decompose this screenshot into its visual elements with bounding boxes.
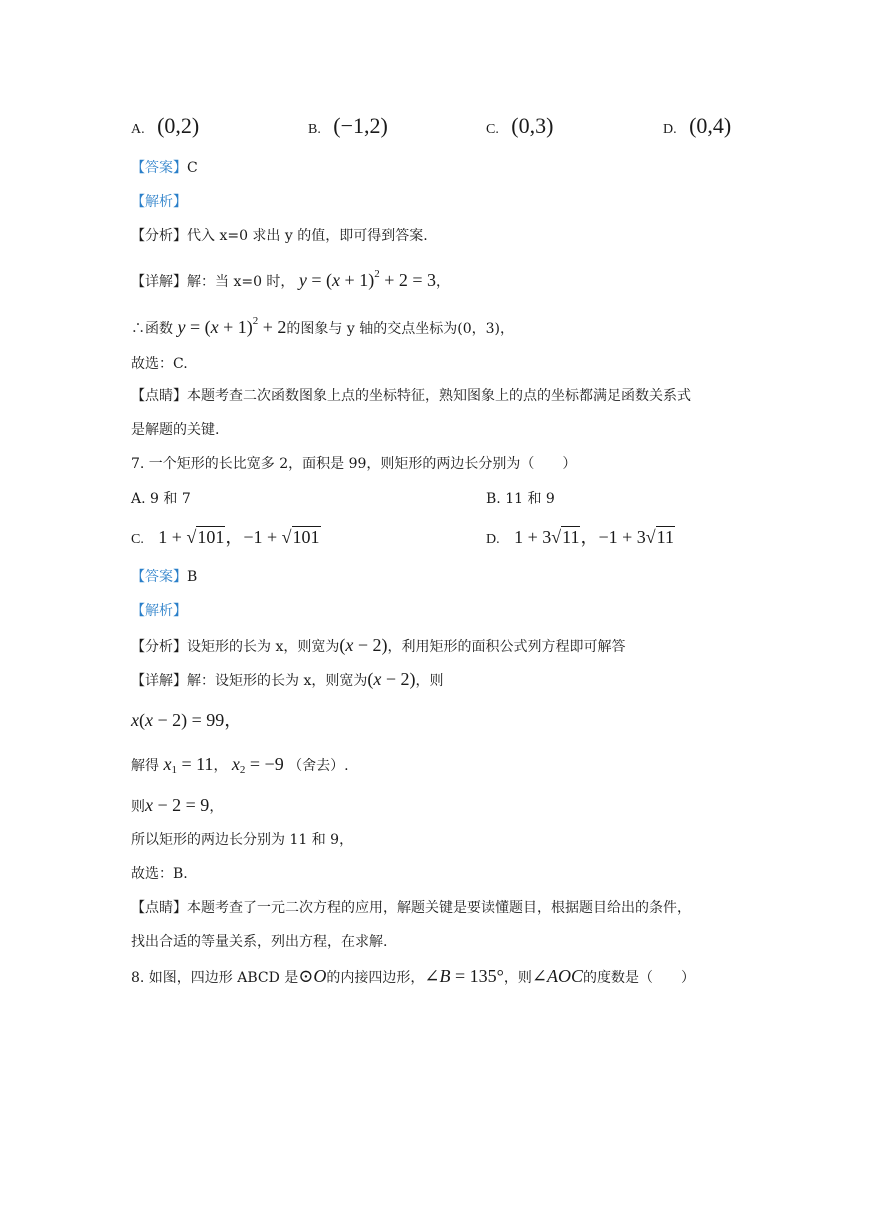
option-d: [663, 113, 731, 139]
formula: $x_1 = 11$: [163, 754, 214, 776]
q6-therefore: [131, 311, 514, 339]
punct: ，: [213, 758, 228, 774]
solve-text: 解得: [131, 758, 159, 774]
dianjing-tag: 【点睛】: [131, 388, 187, 404]
option-value: (−1,2): [333, 113, 388, 138]
solve-text: （舍去）.: [288, 758, 349, 774]
answer-value: C: [187, 160, 198, 176]
q8-stem: [131, 966, 695, 988]
jiexi-tag: 【解析】: [131, 194, 187, 210]
option-letter: D.: [486, 532, 500, 547]
option-letter: C.: [131, 532, 144, 547]
fenxi-text: 设矩形的长为 x，则宽为: [187, 639, 340, 655]
xiangjie-text: ，则: [415, 673, 444, 689]
q6-answer: [131, 158, 198, 178]
xiangjie-tag: 【详解】: [131, 673, 187, 689]
q6-choose: [131, 354, 188, 374]
option-letter: A.: [131, 122, 145, 137]
q7-fenxi: [131, 635, 626, 657]
question-stem: 的内接四边形，: [326, 970, 425, 986]
option-a: [131, 113, 199, 139]
formula: (x − 2): [339, 635, 388, 655]
q6-fenxi: [131, 226, 428, 246]
option-c: [486, 113, 553, 139]
option-value: (0,2): [157, 113, 200, 138]
q6-jiexi: [131, 192, 187, 212]
q7-equation: [131, 710, 242, 732]
choose-text: 故选：B.: [131, 866, 188, 882]
formula: ∠B = 135°: [424, 966, 504, 986]
then-text: 则: [131, 799, 145, 815]
question-stem: 8. 如图，四边形 ABCD 是: [131, 970, 299, 986]
dianjing-tag: 【点睛】: [131, 900, 187, 916]
xiangjie-text: 解：当 x=0 时，: [187, 274, 295, 290]
answer-tag: 【答案】: [131, 160, 187, 176]
q7-dianjing-2: [131, 932, 387, 952]
option-value: (0,3): [511, 113, 554, 138]
dianjing-text: 本题考查二次函数图象上点的坐标特征，熟知图象上的点的坐标都满足函数关系式: [187, 388, 691, 404]
formula: $y = (x + 1)^2 + 2$: [177, 315, 287, 337]
xiangjie-tag: 【详解】: [131, 274, 187, 290]
punct: ，: [209, 799, 224, 815]
formula: (x − 2): [367, 669, 416, 689]
q7-option-b: [486, 489, 555, 509]
option-letter: D.: [663, 122, 677, 137]
formula: x − 2 = 9: [145, 795, 210, 815]
option-text: B. 11 和 9: [486, 491, 555, 507]
q7-solve: [131, 754, 349, 780]
fenxi-text: 代入 x=0 求出 y 的值，即可得到答案.: [187, 228, 428, 244]
fenxi-tag: 【分析】: [131, 228, 187, 244]
q7-result: [131, 830, 353, 850]
formula: ⊙O: [298, 966, 327, 986]
q6-xiangjie: [131, 264, 450, 292]
formula: 1 + √101，−1 + √101: [158, 527, 320, 547]
q7-answer: [131, 567, 197, 587]
choose-text: 故选：C.: [131, 356, 188, 372]
option-text: A. 9 和 7: [131, 491, 191, 507]
q7-choose: [131, 864, 188, 884]
question-stem: ，则: [503, 970, 532, 986]
q7-then: [131, 795, 223, 817]
jiexi-tag: 【解析】: [131, 603, 187, 619]
q7-stem: [131, 454, 576, 474]
q7-xiangjie: [131, 669, 444, 691]
q6-dianjing: [131, 386, 691, 406]
formula: ∠AOC: [531, 966, 583, 986]
question-stem: 的度数是（ ）: [582, 970, 695, 986]
dianjing-text: 是解题的关键.: [131, 422, 220, 438]
dianjing-text: 本题考查了一元二次方程的应用，解题关键是要读懂题目，根据题目给出的条件，: [187, 900, 691, 916]
formula: $x_2 = -9$: [231, 754, 284, 776]
formula: x(x − 2) = 99，: [131, 710, 243, 730]
therefore-suffix: 的图象与 y 轴的交点坐标为(0，3)，: [286, 321, 514, 337]
option-value: (0,4): [689, 113, 732, 138]
q7-option-d: [486, 527, 675, 550]
q7-jiexi: [131, 601, 187, 621]
therefore-text: ∴函数: [131, 321, 173, 337]
fenxi-tag: 【分析】: [131, 639, 187, 655]
option-letter: C.: [486, 122, 499, 137]
fenxi-text: ，利用矩形的面积公式列方程即可解答: [387, 639, 626, 655]
formula: 1 + 3√11，−1 + 3√11: [514, 527, 674, 547]
answer-value: B: [187, 569, 198, 585]
q6-dianjing-2: [131, 420, 219, 440]
dianjing-text: 找出合适的等量关系，列出方程，在求解.: [131, 934, 388, 950]
punct: ，: [436, 274, 451, 290]
option-letter: B.: [308, 122, 321, 137]
formula: $y = (x + 1)^2 + 2 = 3$: [298, 268, 437, 290]
xiangjie-text: 解：设矩形的长为 x，则宽为: [187, 673, 368, 689]
result-text: 所以矩形的两边长分别为 11 和 9，: [131, 832, 354, 848]
question-stem: 7. 一个矩形的长比宽多 2，面积是 99，则矩形的两边长分别为（ ）: [131, 456, 577, 472]
q7-dianjing: [131, 898, 691, 918]
q7-option-c: [131, 527, 321, 550]
q7-option-a: [131, 489, 191, 509]
answer-tag: 【答案】: [131, 569, 187, 585]
option-b: [308, 113, 388, 139]
